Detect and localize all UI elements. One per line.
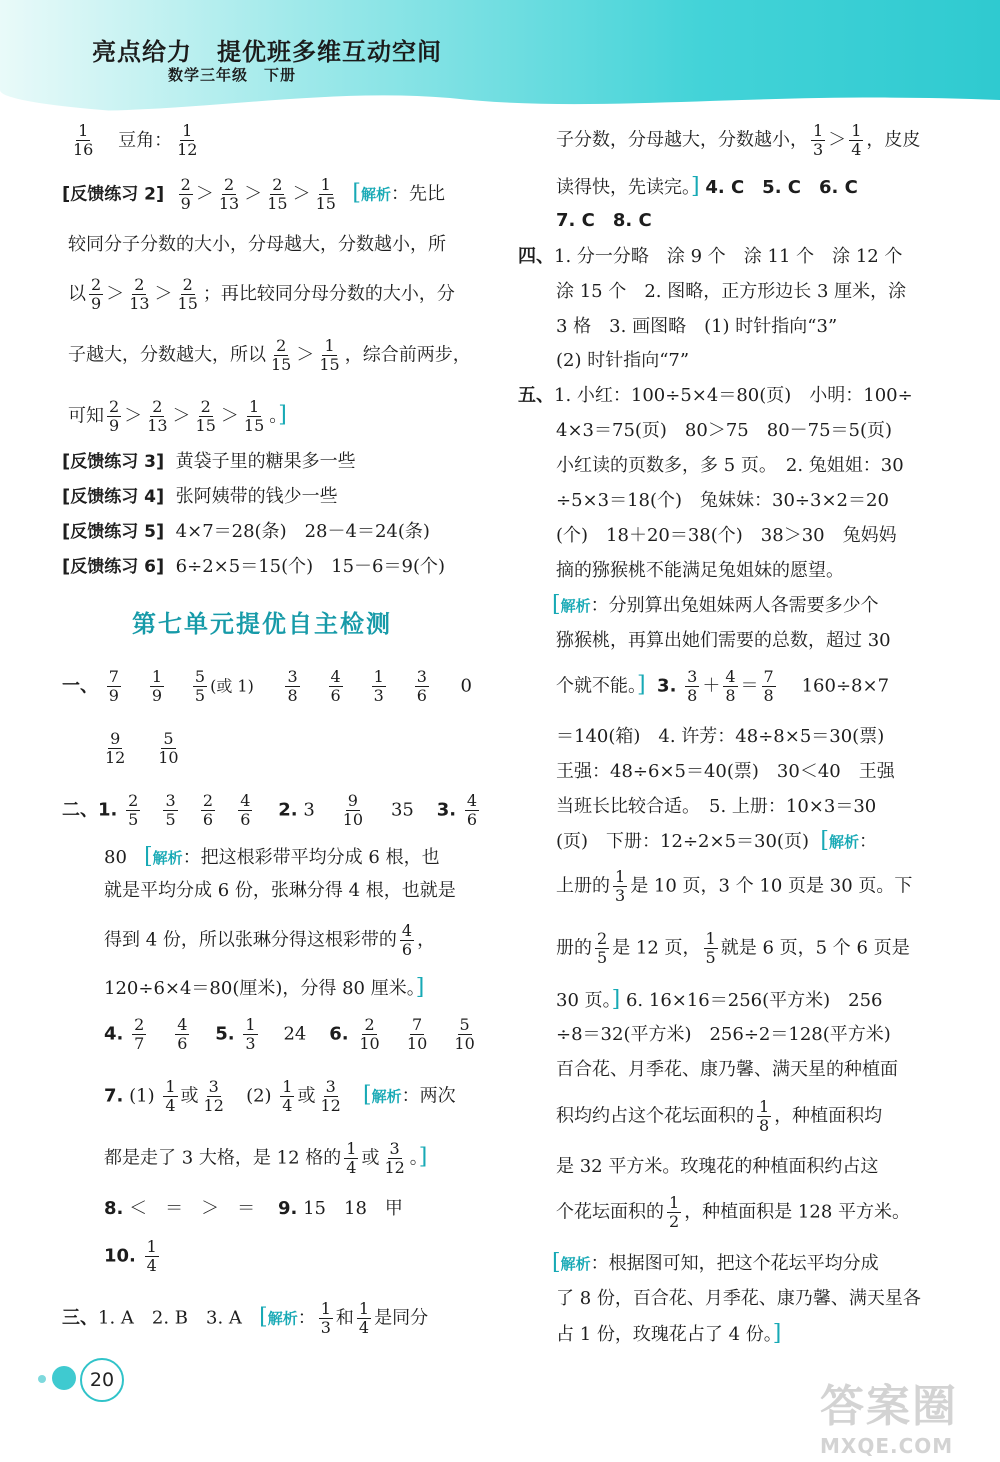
footer-dot-big <box>52 1366 76 1390</box>
footer-dot-small <box>38 1375 46 1383</box>
q5-line-4: ÷5×3＝18(个) 兔妹妹：30÷3×2＝20 <box>556 490 889 511</box>
q2-line-7: 7. (1) $\frac{1}{4}$ 或 $\frac{3}{12}$ (2) $\frac{1}{4}$ 或 $\frac{3}{12}$ [解析：两次 <box>104 1077 456 1115</box>
section-title: 第七单元提优自主检测 <box>132 610 392 638</box>
q1-line-1: 一、 $\frac{7}{9}$ $\frac{1}{9}$ $\frac{5}{5}$ (或 1) $\frac{3}{8}$ $\frac{4}{6}$ $\frac{1}{3}$ $\frac{3}{6}$ 0 <box>62 667 472 705</box>
right-line-1: 子分数，分母越大，分数越小， $\frac{1}{3}$ ＞ $\frac{1}{4}$ ，皮皮 <box>556 121 921 159</box>
q2-line-9: 8. ＜ ＝ ＞ ＝ 9. 15 18 甲 <box>104 1198 403 1219</box>
q5-line-15: ÷8＝32(平方米) 256÷2＝128(平方米) <box>556 1024 891 1045</box>
q5-line-11: (页) 下册：12÷2×5＝30(页) [解析： <box>556 828 878 853</box>
q5-line-18: 是 32 平方米。玫瑰花的种植面积约占这 <box>556 1156 879 1177</box>
q5-line-10: 当班长比较合适。 5. 上册：10×3＝30 <box>556 796 877 817</box>
fraction: $\frac{1}{16}$ <box>73 121 94 159</box>
q5-analysis-5: 了 8 份，百合花、月季花、康乃馨、满天星各 <box>556 1288 921 1309</box>
q4-line-4: (2) 时针指向“7” <box>556 350 690 371</box>
q2-line-6: 4. $\frac{2}{7}$ $\frac{4}{6}$ 5. $\frac{1}{3}$ 24 6. $\frac{2}{10}$ $\frac{7}{10}$ $\frac{5}{10}$ <box>104 1015 475 1053</box>
q4-line-2: 涂 15 个 2. 图略，正方形边长 3 厘米，涂 <box>556 281 907 302</box>
brand-title: 亮点给力 提优班多维互动空间 <box>92 38 442 66</box>
q5-line-1: 五、1. 小红：100÷5×4＝80(页) 小明：100÷ <box>518 385 913 406</box>
q4-line-1: 四、1. 分一分略 涂 9 个 涂 11 个 涂 12 个 <box>518 246 903 267</box>
q2-line-8: 都是走了 3 大格，是 12 格的 $\frac{1}{4}$ 或 $\frac{3}{12}$ 。] <box>104 1139 428 1177</box>
q5-line-16: 百合花、月季花、康乃馨、满天星的种植面 <box>556 1059 898 1080</box>
q5-line-9: 王强：48÷6×5＝40(票) 30＜40 王强 <box>556 761 895 782</box>
right-line-2: 读得快，先读完。] 4. C 5. C 6. C <box>556 174 858 199</box>
q2-line-3: 就是平均分成 6 份，张琳分得 4 根，也就是 <box>104 880 456 901</box>
q5-analysis-4: [解析：根据图可知，把这个花坛平均分成 <box>552 1250 879 1275</box>
header-wave <box>0 70 1000 130</box>
subject-title: 数学三年级 下册 <box>168 66 297 84</box>
q5-line-12: 上册的 $\frac{1}{3}$ 是 10 页，3 个 10 页是 30 页。下 <box>556 867 913 905</box>
q2-line-2: 80 [解析：把这根彩带平均分成 6 根，也 <box>104 844 440 869</box>
q5-analysis-3: 个就不能。] 3. $\frac{3}{8}$ ＋ $\frac{4}{8}$ ＝ $\frac{7}{8}$ 160÷8×7 <box>556 667 890 705</box>
right-line-3: 7. C 8. C <box>556 210 652 231</box>
q5-line-19: 个花坛面积的 $\frac{1}{2}$ ，种植面积是 128 平方米。 <box>556 1193 910 1231</box>
feedback-5: [反馈练习 5] 4×7＝28(条) 28－4＝24(条) <box>62 521 430 542</box>
q5-line-3: 小红读的页数多，多 5 页。 2. 兔姐姐：30 <box>556 455 904 476</box>
q5-analysis-2: 猕猴桃，再算出她们需要的总数，超过 30 <box>556 630 891 651</box>
feedback-3: [反馈练习 3] 黄袋子里的糖果多一些 <box>62 451 356 472</box>
q2-line-10: 10. $\frac{1}{4}$ <box>104 1237 157 1275</box>
page-number: 20 <box>80 1358 124 1402</box>
q5-analysis-6: 占 1 份，玫瑰花占了 4 份。] <box>556 1321 782 1346</box>
q5-line-5: (个) 18＋20＝38(个) 38＞30 兔妈妈 <box>556 525 897 546</box>
feedback-6: [反馈练习 6] 6÷2×5＝15(个) 15－6＝9(个) <box>62 556 445 577</box>
q4-line-3: 3 格 3. 画图略 (1) 时针指向“3” <box>556 316 838 337</box>
watermark-url: MXQE.COM <box>820 1434 954 1458</box>
q5-line-17: 积均约占这个花坛面积的 $\frac{1}{8}$ ，种植面积均 <box>556 1097 883 1135</box>
analysis-line-5: 可知 $\frac{2}{9}$ ＞ $\frac{2}{13}$ ＞ $\frac{2}{15}$ ＞ $\frac{1}{15}$ 。] <box>68 397 287 435</box>
q5-line-6: 摘的猕猴桃不能满足兔姐妹的愿望。 <box>556 560 844 581</box>
analysis-line-2: 较同分子分数的大小，分母越大，分数越小，所 <box>68 234 446 255</box>
q5-analysis-1: [解析：分别算出兔姐妹两人各需要多少个 <box>552 592 879 617</box>
left-line-1: $\frac{1}{16}$ 豆角： $\frac{1}{12}$ <box>73 121 198 159</box>
q5-line-14: 30 页。] 6. 16×16＝256(平方米) 256 <box>556 987 883 1012</box>
q2-line-4: 得到 4 份，所以张琳分得这根彩带的 $\frac{4}{6}$ ， <box>104 921 436 959</box>
q5-line-2: 4×3＝75(页) 80＞75 80－75＝5(页) <box>556 420 893 441</box>
q3-line: 三、1. A 2. B 3. A [解析： $\frac{1}{3}$ 和 $\frac{1}{4}$ 是同分 <box>62 1299 429 1337</box>
analysis-line-3: 以 $\frac{2}{9}$ ＞ $\frac{2}{13}$ ＞ $\frac{2}{15}$ ；再比较同分母分数的大小，分 <box>68 275 455 313</box>
feedback-4: [反馈练习 4] 张阿姨带的钱少一些 <box>62 486 338 507</box>
q2-line-1: 二、1. $\frac{2}{5}$ $\frac{3}{5}$ $\frac{2}{6}$ $\frac{4}{6}$ 2. 3 $\frac{9}{10}$ 35 3. $\frac{4}{6}$ <box>62 791 478 829</box>
watermark <box>820 1370 990 1460</box>
q2-line-5: 120÷6×4＝80(厘米)，分得 80 厘米。] <box>104 975 425 1000</box>
feedback-2: [反馈练习 2] $\frac{2}{9}$ ＞ $\frac{2}{13}$ ＞ $\frac{2}{15}$ ＞ $\frac{1}{15}$ [解析：先比 <box>62 175 445 213</box>
q5-line-8: ＝140(箱) 4. 许芳：48÷8×5＝30(票) <box>556 726 885 747</box>
watermark-text: 答案圈 <box>820 1381 958 1432</box>
analysis-line-4: 子越大，分数越大，所以 $\frac{2}{15}$ ＞ $\frac{1}{15}$ ，综合前两步， <box>68 336 471 374</box>
q5-line-13: 册的 $\frac{2}{5}$ 是 12 页， $\frac{1}{5}$ 就是 6 页，5 个 6 页是 <box>556 929 910 967</box>
q1-line-2: $\frac{9}{12}$ $\frac{5}{10}$ <box>105 729 179 767</box>
